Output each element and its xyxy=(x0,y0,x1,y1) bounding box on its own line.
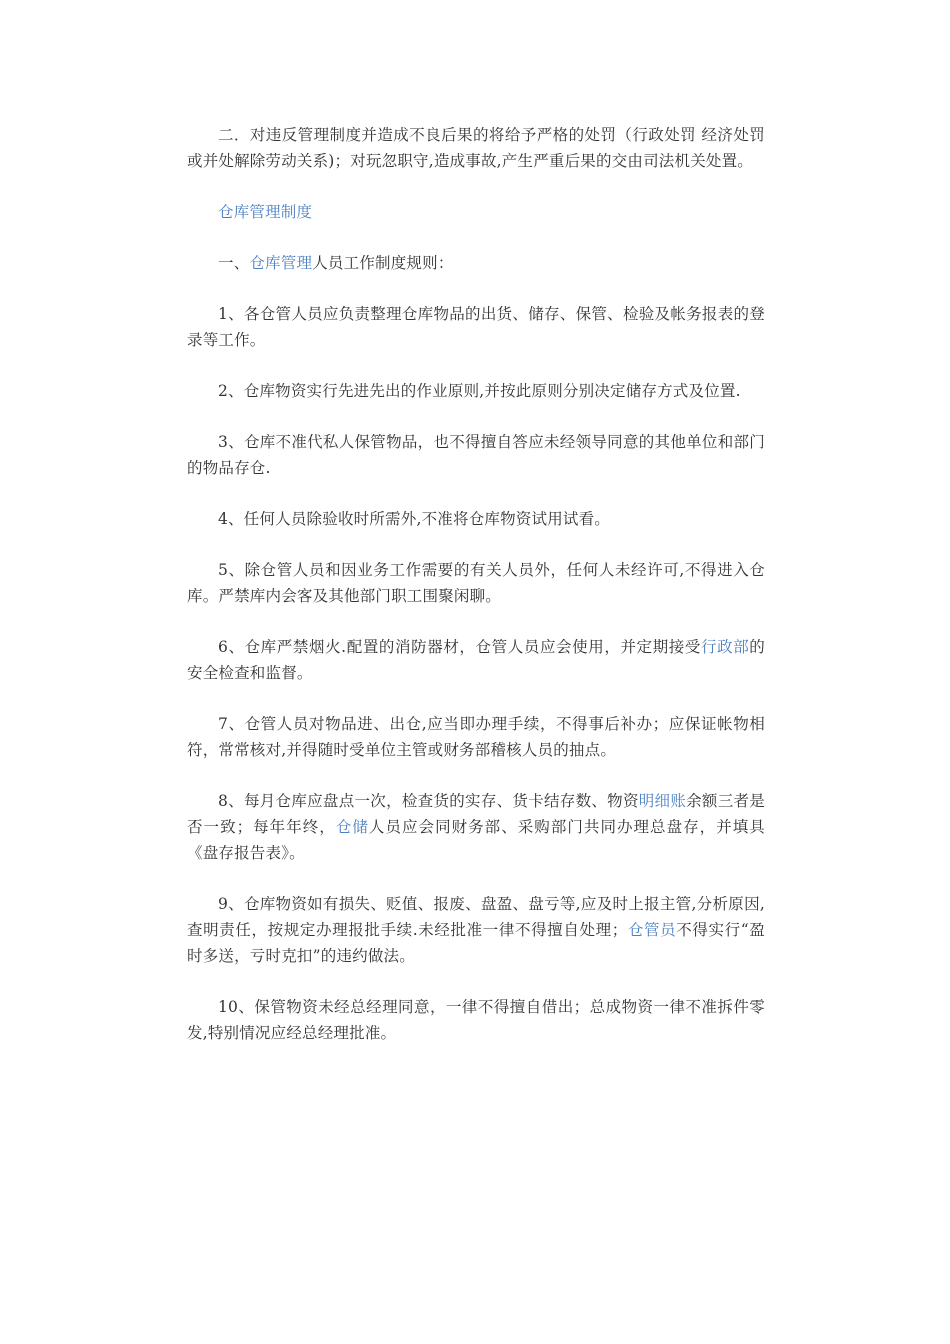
rule-item-9-part-2: 不得实行“盈时多送，亏时克扣”的违约做法。 xyxy=(187,921,766,965)
rule-item-6-text-after: 的安全检查和监督。 xyxy=(187,638,765,682)
heading-link[interactable]: 仓库管理制度 xyxy=(218,203,313,221)
section-heading xyxy=(187,199,765,225)
document-body xyxy=(187,122,765,1071)
rule-item-4: 4、任何人员除验收时所需外,不准将仓库物资试用试看。 xyxy=(218,510,610,528)
rule-item-5: 5、除仓管人员和因业务工作需要的有关人员外，任何人未经许可,不得进入仓库。严禁库内会客及其他部门职工围聚闲聊。 xyxy=(187,561,765,605)
warehousing-link[interactable]: 仓储 xyxy=(335,818,369,836)
rule-item-8-part-2: 余额三者是否一致；每年年终， xyxy=(187,792,765,836)
section-one-prefix: 一、 xyxy=(218,254,250,272)
detailed-ledger-link[interactable]: 明细账 xyxy=(638,792,687,810)
rule-item-7: 7、仓管人员对物品进、出仓,应当即办理手续，不得事后补办；应保证帐物相符，常常核对,并得随时受单位主管或财务部稽核人员的抽点。 xyxy=(187,715,765,759)
rule-item-6-text-before: 6、仓库严禁烟火.配置的消防器材，仓管人员应会使用，并定期接受 xyxy=(218,638,701,656)
rule-item-9 xyxy=(187,891,765,969)
rule-item-2: 2、仓库物资实行先进先出的作业原则,并按此原则分别决定储存方式及位置. xyxy=(218,382,741,400)
rule-item-8 xyxy=(187,788,765,866)
rule-item-6 xyxy=(187,634,765,686)
rule-item-9-part-1: 9、仓库物资如有损失、贬值、报废、盘盈、盘亏等,应及时上报主管,分析原因,查明责任，按规定办理报批手续.未经批准一律不得擅自处理； xyxy=(187,895,765,939)
administration-department-link[interactable]: 行政部 xyxy=(700,638,750,656)
warehouse-management-link[interactable]: 仓库管理 xyxy=(249,254,313,272)
section-one-suffix: 人员工作制度规则： xyxy=(312,254,454,272)
section-one-title xyxy=(187,250,765,276)
rule-item-8-part-3: 人员应会同财务部、采购部门共同办理总盘存，并填具《盘存报告表》。 xyxy=(187,818,765,862)
rule-item-1: 1、各仓管人员应负责整理仓库物品的出货、储存、保管、检验及帐务报表的登录等工作。 xyxy=(187,305,765,349)
intro-paragraph: 二．对违反管理制度并造成不良后果的将给予严格的处罚（行政处罚 经济处罚或并处解除劳动关系)；对玩忽职守,造成事故,产生严重后果的交由司法机关处置。 xyxy=(187,126,765,170)
warehouse-keeper-link[interactable]: 仓管员 xyxy=(627,921,677,939)
rule-item-10: 10、保管物资未经总经理同意，一律不得擅自借出；总成物资一律不准拆件零发,特别情况应经总经理批准。 xyxy=(187,998,765,1042)
rule-item-3: 3、仓库不准代私人保管物品，也不得擅自答应未经领导同意的其他单位和部门的物品存仓. xyxy=(187,433,765,477)
rule-item-8-part-1: 8、每月仓库应盘点一次，检查货的实存、货卡结存数、物资 xyxy=(218,792,639,810)
